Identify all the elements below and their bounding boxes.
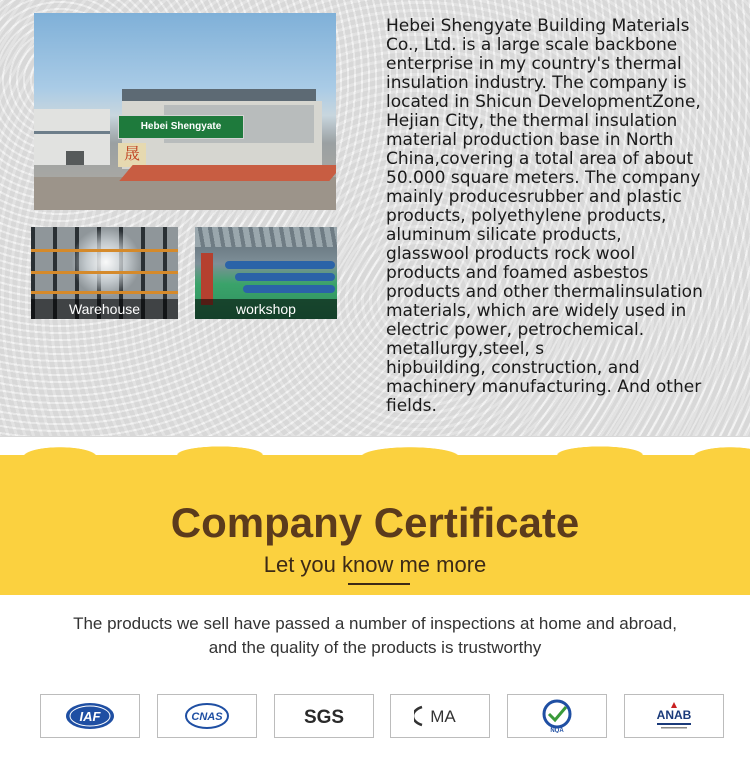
cnas-logo bbox=[157, 694, 257, 738]
certificate-list bbox=[40, 694, 724, 740]
banner-title: Company Certificate bbox=[170, 499, 580, 546]
cnas-logo-text: CNAS bbox=[191, 711, 223, 723]
warehouse-label: Warehouse bbox=[31, 299, 178, 319]
warehouse-photo bbox=[31, 227, 178, 319]
nqa-logo-text: NQA bbox=[550, 728, 564, 733]
sgs-logo bbox=[274, 694, 374, 738]
workshop-label: workshop bbox=[195, 299, 337, 319]
iaf-logo bbox=[40, 694, 140, 738]
iaf-logo-text: IAF bbox=[79, 709, 101, 724]
building-sign-character: 晟 bbox=[118, 143, 146, 167]
anab-logo bbox=[624, 694, 724, 738]
cma-logo-text: MA bbox=[430, 707, 457, 726]
workshop-photo bbox=[195, 227, 337, 319]
sgs-logo-text: SGS bbox=[303, 707, 344, 728]
nqa-logo bbox=[507, 694, 607, 738]
company-description: Hebei Shengyate Building Materials Co., Ltd. is a large scale backbone enterprise in my country's thermal insulation industry. The company is located in Shicun DevelopmentZone, Hejian City, the thermal insulation material production base in North China,covering a total area of about 50.000 square meters. The company mainly producesrubber and plastic products, polyethylene products, aluminum silicate products, glasswool products rock wool products and foamed asbestos products and other thermalinsulation materials, which are widely used in electric power, petrochemical. metallurgy,steel, s hipbuilding, construction, and machinery manufacturing. And other fields. bbox=[386, 16, 703, 416]
quality-statement: The products we sell have passed a number of inspections at home and abroad, and the quality of the products is trustworthy bbox=[73, 614, 677, 657]
certificate-banner bbox=[0, 455, 750, 595]
building-sign: Hebei Shengyate bbox=[118, 115, 244, 139]
anab-logo-text: ANAB bbox=[656, 708, 692, 722]
company-building-photo bbox=[34, 13, 336, 210]
subtitle-underline bbox=[348, 583, 410, 585]
cma-logo bbox=[390, 694, 490, 738]
banner-subtitle: Let you know me more bbox=[263, 552, 487, 577]
